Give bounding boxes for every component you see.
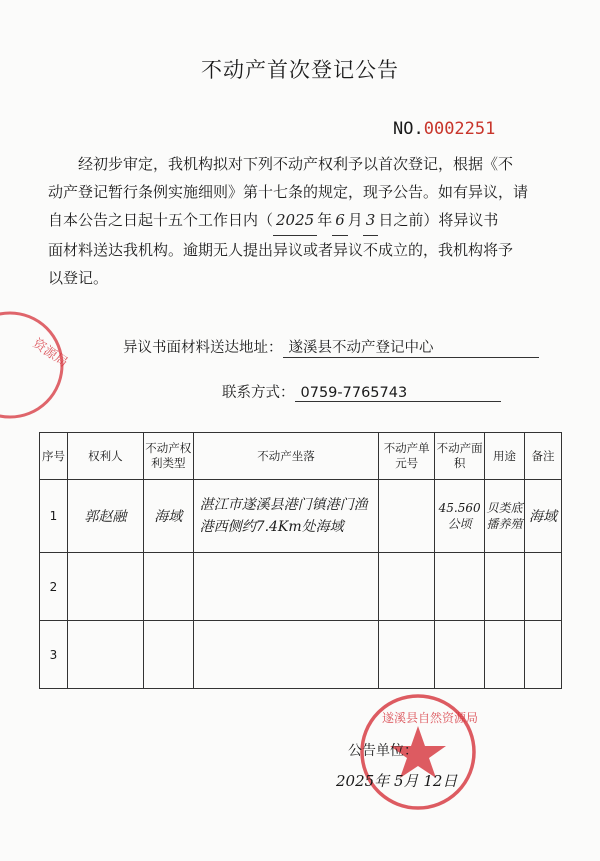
cell-type: 海域 bbox=[143, 480, 193, 553]
address-value: 遂溪县不动产登记中心 bbox=[283, 336, 539, 358]
cell-unit bbox=[379, 480, 435, 553]
cell-holder bbox=[67, 553, 143, 621]
col-header: 不动产坐落 bbox=[193, 433, 379, 480]
deadline-day: 3 bbox=[363, 206, 379, 235]
sign-year: 2025 bbox=[336, 772, 375, 790]
cell-unit bbox=[379, 621, 435, 689]
cell-no: 2 bbox=[40, 553, 68, 621]
cell-location bbox=[193, 621, 379, 689]
cell-note bbox=[525, 621, 562, 689]
contact-line bbox=[222, 381, 501, 402]
table-row bbox=[40, 480, 562, 553]
serial-value: 0002251 bbox=[423, 119, 496, 139]
cell-area bbox=[435, 553, 485, 621]
cell-area: 45.560公顷 bbox=[435, 480, 485, 553]
cell-use bbox=[485, 553, 525, 621]
document-title: 不动产首次登记公告 bbox=[201, 58, 399, 82]
cell-no: 3 bbox=[40, 621, 68, 689]
cell-unit bbox=[379, 553, 435, 621]
cell-type bbox=[143, 621, 193, 689]
contact-value: 0759-7765743 bbox=[295, 385, 501, 402]
col-header: 用途 bbox=[485, 433, 525, 480]
col-header: 不动产单元号 bbox=[379, 433, 435, 480]
serial-prefix: NO. bbox=[393, 119, 424, 139]
body-line-3-a: 自本公告之日起十五个工作日内（ bbox=[48, 211, 274, 230]
table-header-row bbox=[40, 433, 562, 480]
table-row bbox=[40, 621, 562, 689]
cell-note bbox=[525, 553, 562, 621]
table-row bbox=[40, 553, 562, 621]
official-seal-left bbox=[0, 305, 70, 425]
sign-day-label: 日 bbox=[442, 772, 458, 790]
signature-label: 公告单位： bbox=[348, 743, 418, 759]
body-line-5: 以登记。 bbox=[48, 268, 109, 287]
cell-holder bbox=[67, 621, 143, 689]
cell-location bbox=[193, 553, 379, 621]
body-line-3 bbox=[48, 206, 573, 235]
col-header: 序号 bbox=[40, 433, 68, 480]
cell-note: 海域 bbox=[525, 480, 562, 553]
cell-use: 贝类底播养殖 bbox=[485, 480, 525, 553]
cell-use bbox=[485, 621, 525, 689]
cell-type bbox=[143, 553, 193, 621]
sign-year-label: 年 bbox=[374, 772, 390, 790]
property-table bbox=[39, 432, 562, 689]
col-header: 不动产权利类型 bbox=[143, 433, 193, 480]
signature-date bbox=[336, 770, 457, 791]
seal-left-text: 资源局 bbox=[29, 335, 70, 371]
contact-label: 联系方式： bbox=[222, 385, 295, 401]
body-line-1: 经初步审定，我机构拟对下列不动产权利予以首次登记，根据《不 bbox=[78, 155, 514, 173]
serial-number bbox=[393, 119, 495, 139]
seal-right-text: 遂溪县自然资源局 bbox=[382, 711, 479, 725]
cell-no: 1 bbox=[40, 480, 68, 553]
body-line-2: 动产登记暂行条例实施细则》第十七条的规定，现予公告。如有异议，请 bbox=[48, 183, 529, 202]
body-line-3-d: 日之前）将异议书 bbox=[378, 211, 499, 230]
sign-month: 5 bbox=[393, 772, 404, 790]
address-line bbox=[123, 336, 539, 358]
col-header: 不动产面 积 bbox=[435, 433, 485, 480]
address-label: 异议书面材料送达地址： bbox=[123, 340, 283, 356]
sign-day: 12 bbox=[423, 772, 443, 790]
col-header: 权利人 bbox=[67, 433, 143, 480]
notice-body bbox=[48, 150, 573, 292]
sign-month-label: 月 bbox=[403, 772, 419, 790]
cell-location: 湛江市遂溪县港门镇港门渔港西侧约7.4Km处海域 bbox=[193, 480, 379, 553]
body-line-4: 面材料送达我机构。逾期无人提出异议或者异议不成立的，我机构将予 bbox=[48, 240, 514, 259]
body-line-3-c: 月 bbox=[347, 211, 363, 230]
col-header: 备注 bbox=[525, 433, 562, 480]
deadline-year: 2025 bbox=[273, 206, 317, 235]
body-line-3-b: 年 bbox=[317, 211, 333, 230]
deadline-month: 6 bbox=[332, 206, 348, 235]
cell-area bbox=[435, 621, 485, 689]
cell-holder: 郭赵融 bbox=[67, 480, 143, 553]
